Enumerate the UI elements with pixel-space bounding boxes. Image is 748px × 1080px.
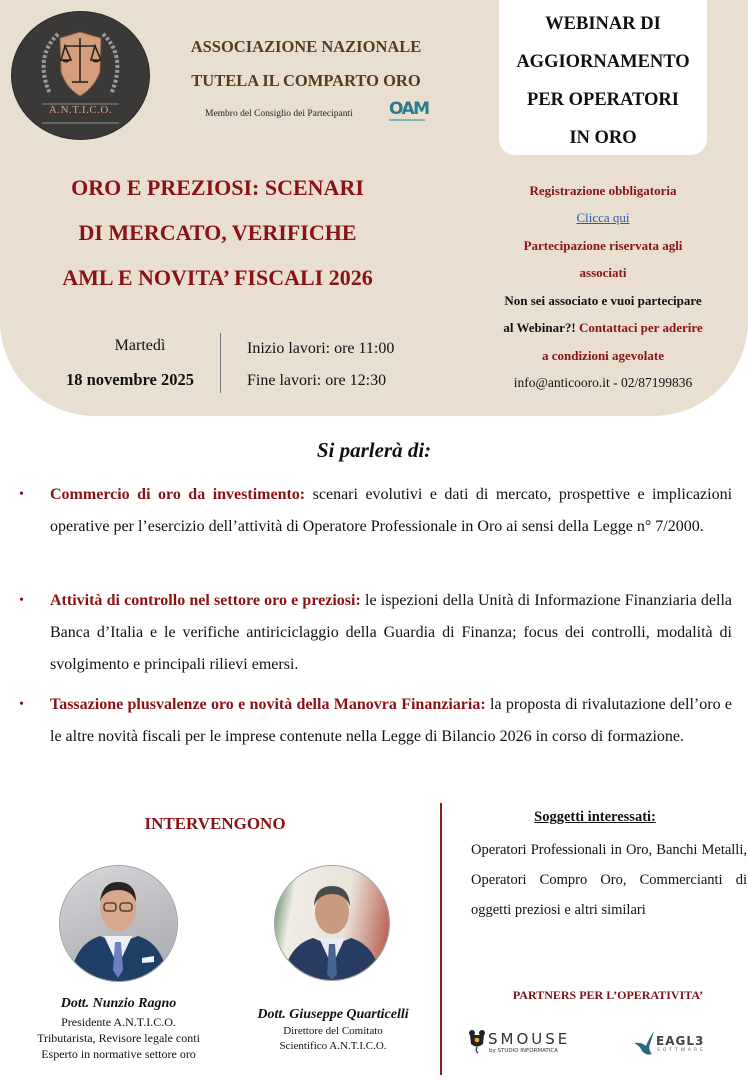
oam-logo-underline	[389, 119, 425, 121]
mouse-icon	[469, 1030, 485, 1054]
partner-subtitle: by STUDIO INFORMATICA	[489, 1048, 559, 1054]
association-name-line2: TUTELA IL COMPARTO ORO	[191, 71, 421, 90]
speaker-photo-ragno	[60, 866, 177, 981]
event-title-line1: ORO E PREZIOSI: SCENARI	[71, 175, 364, 200]
contact-us-text: Contattaci per aderire	[578, 320, 703, 335]
partner-logo-eagle	[632, 1030, 732, 1060]
person-portrait-icon	[275, 866, 389, 980]
eagle-icon	[632, 1030, 656, 1056]
person-portrait-icon	[60, 866, 177, 981]
not-member-question: al Webinar?!	[503, 320, 576, 335]
topic-lead: Attività di controllo nel settore oro e preziosi:	[50, 592, 361, 609]
association-name-line1: ASSOCIAZIONE NAZIONALE	[190, 37, 422, 56]
event-date: 18 novembre 2025	[65, 370, 195, 389]
topic-item	[19, 479, 733, 543]
oam-logo	[389, 101, 429, 125]
reserved-line1: Partecipazione riservata agli	[523, 238, 683, 253]
topic-lead: Tassazione plusvalenze oro e novità della Manovra Finanziaria:	[50, 696, 486, 713]
speaker-name: Dott. Nunzio Ragno	[60, 996, 177, 1011]
speaker-role-line: Scientifico A.N.T.I.C.O.	[279, 1040, 387, 1052]
contact-info: info@anticooro.it - 02/87199836	[513, 375, 693, 390]
webinar-line: IN ORO	[569, 128, 637, 148]
topic-text: le ispezioni della Unità di Informazione Finanziaria della Banca d’Italia e le verifiche antiriciclaggio della Guardia di Finanza; focus dei controlli, modalità di svolgimento e principali rilievi emersi.	[50, 592, 733, 673]
scales-shield-icon	[12, 12, 149, 139]
webinar-line: PER OPERATORI	[527, 90, 679, 110]
webinar-line: AGGIORNAMENTO	[516, 52, 690, 72]
webinar-badge	[499, 0, 707, 155]
speaker-role	[20, 1014, 217, 1062]
reserved-line2: associati	[579, 265, 627, 280]
speaker-name: Dott. Giuseppe Quarticelli	[257, 1007, 409, 1022]
column-divider	[440, 803, 442, 1075]
webinar-line: WEBINAR DI	[545, 14, 661, 34]
topic-text: la proposta di rivalutazione dell’oro e le altre novità fiscali per le imprese contenute nella Legge di Bilancio 2026 in corso di formazione.	[50, 696, 733, 745]
topic-text: scenari evolutivi e dati di mercato, prospettive e implicazioni operative per l’esercizio dell’attività di Operatore Professionale in Oro ai sensi della Legge n° 7/2000.	[50, 486, 733, 535]
audience-text: Operatori Professionali in Oro, Banchi Metalli, Operatori Compro Oro, Commercianti di oggetti preziosi e altri similari	[471, 842, 747, 918]
date-divider	[220, 333, 221, 393]
bullet-icon: •	[19, 487, 24, 502]
antico-logo	[12, 12, 149, 139]
logo-text: A.N.T.I.C.O.	[48, 104, 113, 116]
partner-logo-smouse	[469, 1030, 579, 1060]
registration-mandatory: Registrazione obbligatoria	[529, 183, 677, 198]
partners-title: PARTNERS PER L’OPERATIVITA’	[512, 988, 704, 1002]
member-text: Membro del Consiglio dei Partecipanti	[205, 109, 353, 119]
audience-title: Soggetti interessati:	[534, 809, 656, 825]
oam-logo-text: OAM	[389, 99, 429, 119]
topics-title: Si parlerà di:	[316, 438, 432, 462]
topic-lead: Commercio di oro da investimento:	[50, 486, 306, 503]
event-day: Martedì	[114, 337, 166, 354]
topic-item	[19, 585, 733, 681]
speaker-role-line: Tributarista, Revisore legale conti	[37, 1031, 200, 1045]
not-member-line1: Non sei associato e vuoi partecipare	[504, 293, 702, 308]
speaker-role	[235, 1024, 431, 1054]
speaker-photo-quarticelli	[275, 866, 389, 980]
partner-subtitle: SOFTWARE	[657, 1048, 706, 1053]
bullet-icon: •	[19, 593, 24, 608]
partner-name: SMOUSE	[488, 1030, 571, 1048]
speakers-title: INTERVENGONO	[144, 814, 286, 833]
speaker-role-line: Direttore del Comitato	[283, 1025, 383, 1037]
event-title-line3: AML E NOVITA’ FISCALI 2026	[62, 265, 373, 290]
speaker-role-line: Esperto in normative settore oro	[41, 1047, 196, 1061]
start-time: Inizio lavori: ore 11:00	[247, 340, 395, 357]
register-link[interactable]: Clicca qui	[576, 210, 630, 225]
topic-item	[19, 689, 733, 753]
partner-name: EAGL3	[656, 1034, 705, 1048]
not-member-line3: a condizioni agevolate	[541, 348, 665, 363]
event-title-line2: DI MERCATO, VERIFICHE	[78, 220, 357, 245]
speaker-role-line: Presidente A.N.T.I.C.O.	[61, 1015, 176, 1029]
end-time: Fine lavori: ore 12:30	[247, 372, 387, 389]
bullet-icon: •	[19, 697, 24, 712]
not-member-line2	[460, 320, 746, 336]
